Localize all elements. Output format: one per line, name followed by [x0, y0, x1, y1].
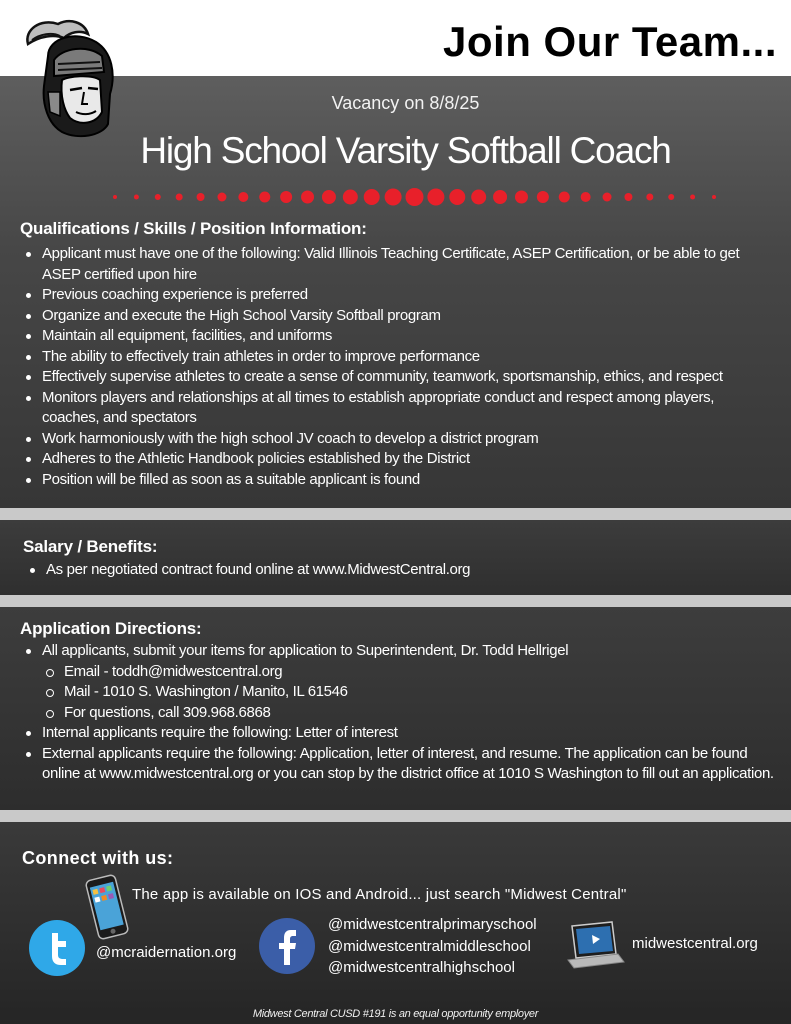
sublist-item: Mail - 1010 S. Washington / Manito, IL 61546 — [42, 682, 774, 703]
divider-dot — [646, 194, 653, 201]
knight-helmet-logo — [18, 16, 120, 144]
divider-dot — [449, 189, 465, 205]
application-heading: Application Directions: — [20, 619, 202, 638]
list-item: The ability to effectively train athletes in order to improve performance — [22, 347, 774, 368]
facebook-icon[interactable] — [258, 917, 316, 975]
divider-dot — [322, 190, 336, 204]
divider-dot — [690, 195, 695, 200]
position-title: High School Varsity Softball Coach — [140, 130, 671, 171]
divider-dot — [406, 188, 424, 206]
facebook-pages — [328, 914, 537, 979]
list-item: Effectively supervise athletes to create a sense of community, teamwork, sportsmanship, ethics, and respect — [22, 367, 774, 388]
sublist-item: For questions, call 309.968.6868 — [42, 703, 774, 724]
smartphone-icon — [80, 873, 134, 941]
list-item: External applicants require the following: Application, letter of interest, and resume. The application can be found online at www.midwestcentral.org or you can stop by the district office at 1010 S Washington to fill out an application. — [22, 744, 774, 785]
salary-heading: Salary / Benefits: — [23, 537, 158, 556]
divider-dot — [176, 194, 183, 201]
facebook-page[interactable]: @midwestcentralprimaryschool — [328, 916, 537, 933]
section-divider — [0, 595, 791, 607]
application-list — [22, 641, 774, 785]
divider-dot — [471, 190, 486, 205]
divider-dot — [134, 195, 139, 200]
list-item: Applicant must have one of the following: Valid Illinois Teaching Certificate, ASEP Certification, or be able to get ASEP certified upon hire — [22, 244, 774, 285]
facebook-page[interactable]: @midwestcentralmiddleschool — [328, 937, 531, 955]
divider-dot — [385, 189, 402, 206]
list-item: Monitors players and relationships at all times to establish appropriate conduct and respect among players, coaches, and spectators — [22, 388, 774, 429]
twitter-handle[interactable]: @mcraidernation.org — [96, 944, 237, 961]
website-link[interactable]: midwestcentral.org — [632, 935, 758, 952]
section-divider — [0, 810, 791, 822]
contact-sublist — [42, 662, 774, 724]
divider-dot — [493, 190, 507, 204]
list-item: Internal applicants require the following: Letter of interest — [22, 723, 774, 744]
list-item: As per negotiated contract found online at www.MidwestCentral.org — [26, 560, 766, 581]
divider-dot — [364, 189, 380, 205]
divider-dot — [537, 191, 549, 203]
laptop-icon — [564, 920, 626, 972]
qualifications-heading: Qualifications / Skills / Position Information: — [20, 219, 367, 238]
sublist-item: Email - toddh@midwestcentral.org — [42, 662, 774, 683]
divider-dot — [197, 193, 205, 201]
footer-disclaimer: Midwest Central CUSD #191 is an equal opportunity employer — [252, 1008, 539, 1020]
divider-dot — [668, 194, 674, 200]
decorative-dot-divider — [112, 186, 717, 208]
divider-dot — [301, 191, 314, 204]
qualifications-list — [22, 244, 774, 490]
list-item-text: All applicants, submit your items for application to Superintendent, Dr. Todd Hellrigel — [42, 642, 569, 659]
connect-heading: Connect with us: — [22, 848, 174, 868]
salary-panel — [0, 520, 791, 595]
list-item — [22, 641, 774, 723]
vacancy-date: Vacancy on 8/8/25 — [331, 93, 480, 113]
divider-dot — [259, 192, 270, 203]
headline: Join Our Team... — [443, 18, 777, 65]
divider-dot — [427, 189, 444, 206]
list-item: Organize and execute the High School Varsity Softball program — [22, 306, 774, 327]
divider-dot — [515, 191, 528, 204]
divider-dot — [624, 193, 632, 201]
divider-dot — [712, 195, 716, 199]
salary-list — [26, 560, 766, 581]
list-item: Adheres to the Athletic Handbook policies established by the District — [22, 449, 774, 470]
divider-dot — [217, 193, 226, 202]
app-availability-text: The app is available on IOS and Android... just search "Midwest Central" — [132, 886, 627, 903]
divider-dot — [343, 190, 358, 205]
divider-dot — [238, 192, 248, 202]
twitter-icon[interactable] — [28, 919, 86, 977]
section-divider — [0, 508, 791, 520]
divider-dot — [603, 193, 612, 202]
facebook-page[interactable]: @midwestcentralhighschool — [328, 959, 515, 976]
divider-dot — [155, 194, 161, 200]
list-item: Work harmoniously with the high school JV coach to develop a district program — [22, 429, 774, 450]
list-item: Position will be filled as soon as a suitable applicant is found — [22, 470, 774, 491]
divider-dot — [280, 191, 292, 203]
divider-dot — [559, 192, 570, 203]
divider-dot — [581, 192, 591, 202]
list-item: Previous coaching experience is preferred — [22, 285, 774, 306]
list-item: Maintain all equipment, facilities, and uniforms — [22, 326, 774, 347]
divider-dot — [113, 195, 117, 199]
